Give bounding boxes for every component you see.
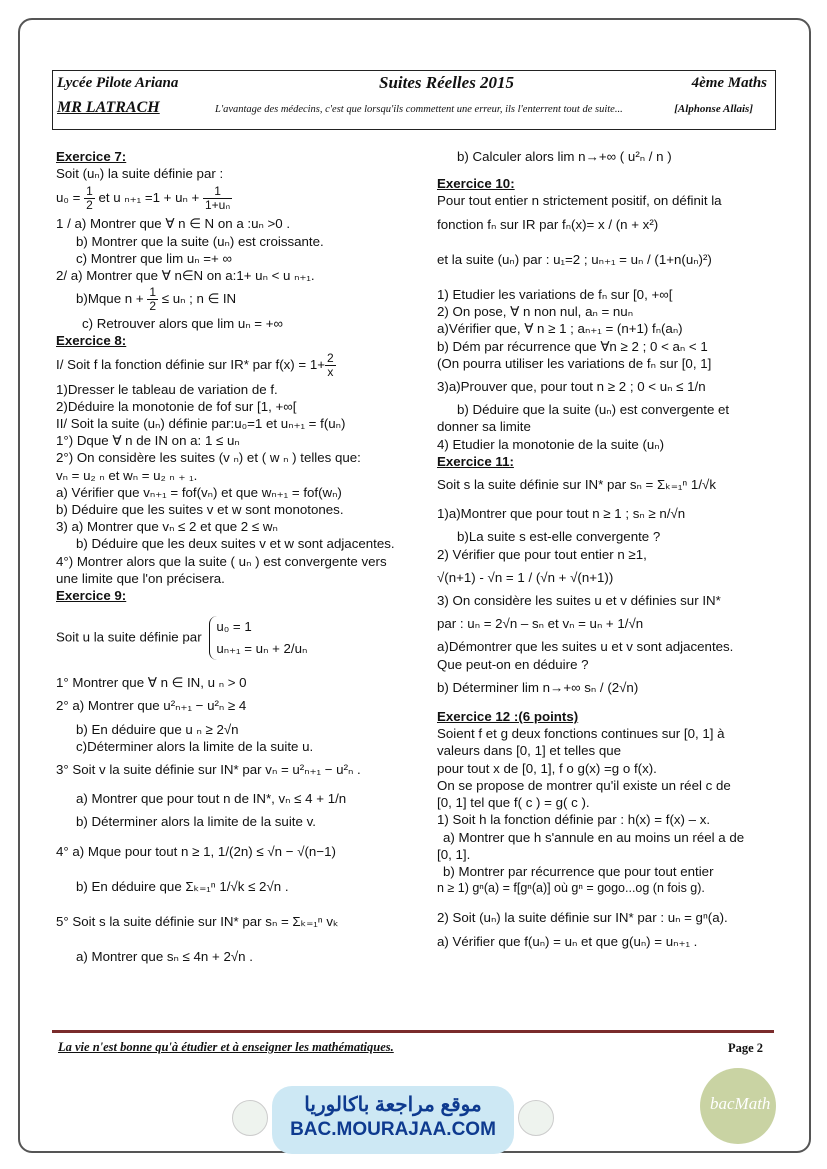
quote-author: [Alphonse Allais] xyxy=(674,103,753,115)
text-line: u₀ = $\frac{1}{2}$ et u ₙ₊₁ =1 + uₙ + $\frac{1}{\text{1+uₙ}}$ xyxy=(56,184,231,213)
text-line: b) Déterminer lim n→+∞ sₙ / (2√n) xyxy=(437,679,639,695)
books-logo-icon xyxy=(232,1100,268,1136)
text-line: Soit u la suite définie par u₀ = 1 uₙ₊₁ = uₙ + 2/uₙ xyxy=(56,616,426,660)
text-line: a) Vérifier que f(uₙ) = uₙ et que g(uₙ) = uₙ₊₁ . xyxy=(437,933,698,949)
text-line: b) En déduire que Σₖ₌₁ⁿ 1/√k ≤ 2√n . xyxy=(76,878,289,894)
text-line: Soit (uₙ) la suite définie par : xyxy=(56,166,224,182)
text-line: 2) Soit (uₙ) la suite définie sur IN* par : uₙ = gⁿ(a). xyxy=(437,910,728,926)
footer-divider xyxy=(52,1030,774,1033)
text-line: b)Mque n + $\frac{1}{2}$ ≤ uₙ ; n ∈ IN xyxy=(76,285,237,314)
page-header xyxy=(52,70,776,130)
text-line: Que peut-on en déduire ? xyxy=(437,656,589,672)
text-line: 1° Montrer que ∀ n ∈ IN, u ₙ > 0 xyxy=(56,675,247,691)
spacer xyxy=(56,860,426,872)
text-line: 2) On pose, ∀ n non nul, aₙ = nuₙ xyxy=(437,304,633,320)
text-line: b) Déterminer alors la limite de la suite v. xyxy=(76,814,316,830)
text-line: b) En déduire que u ₙ ≥ 2√n xyxy=(76,721,239,737)
text-line: a) Vérifier que vₙ₊₁ = fof(vₙ) et que wₙ₊₁ = fof(wₙ) xyxy=(56,484,342,500)
text-line: 1) Etudier les variations de fₙ sur [0, +∞[ xyxy=(437,287,673,303)
text-line: 2° a) Montrer que u²ₙ₊₁ − u²ₙ ≥ 4 xyxy=(56,698,247,714)
exercise-8-title: Exercice 8: xyxy=(56,333,127,349)
spacer xyxy=(437,493,772,505)
text-line: 3° Soit v la suite définie sur IN* par vₙ = u²ₙ₊₁ − u²ₙ . xyxy=(56,762,361,778)
text-line: 2) Vérifier que pour tout entier n ≥1, xyxy=(437,546,647,562)
text-line: a) Montrer que h s'annule en au moins un réel a de xyxy=(443,829,745,845)
text-line: Pour tout entier n strictement positif, on définit la xyxy=(437,193,722,209)
text-line: c)Déterminer alors la limite de la suite u. xyxy=(76,738,314,754)
text-line: b) Dém par récurrence que ∀n ≥ 2 ; 0 < aₙ < 1 xyxy=(437,338,708,354)
text-line: 3)a)Prouver que, pour tout n ≥ 2 ; 0 < uₙ ≤ 1/n xyxy=(437,379,706,395)
text-line: I/ Soit f la fonction définie sur IR* par f(x) = 1+ $\frac{2}{x}$ xyxy=(56,350,334,379)
left-column xyxy=(56,148,426,966)
text-line: b) Déduire que les suites v et w sont monotones. xyxy=(56,502,344,518)
spacer xyxy=(437,696,772,708)
spacer xyxy=(56,604,426,610)
text-line: b) Déduire que les deux suites v et w sont adjacentes. xyxy=(76,536,395,552)
exercise-9-title: Exercice 9: xyxy=(56,588,127,604)
text-line: [0, 1]. xyxy=(437,846,471,862)
page-number: Page 2 xyxy=(728,1041,764,1055)
recurrence-system: u₀ = 1 uₙ₊₁ = uₙ + 2/uₙ xyxy=(209,616,307,660)
text-line: II/ Soit la suite (uₙ) définie par:u₀=1 et uₙ₊₁ = f(uₙ) xyxy=(56,416,346,432)
text-line: vₙ = u₂ ₙ et wₙ = u₂ ₙ ₊ ₁. xyxy=(56,467,198,483)
text-line: 3) a) Montrer que vₙ ≤ 2 et que 2 ≤ wₙ xyxy=(56,519,278,535)
spacer xyxy=(56,895,426,907)
text-line: 5° Soit s la suite définie sur IN* par sₙ = Σₖ₌₁ⁿ vₖ xyxy=(56,914,339,930)
banner-url-link[interactable]: BAC.MOURAJAA.COM xyxy=(290,1119,496,1140)
text-line: 1°) Dque ∀ n de IN on a: 1 ≤ uₙ xyxy=(56,433,240,449)
spacer xyxy=(56,778,426,790)
class-level: 4ème Maths xyxy=(691,75,767,91)
text-line: √(n+1) - √n = 1 / (√n + √(n+1)) xyxy=(437,569,614,585)
footer-motto: La vie n'est bonne qu'à étudier et à enseigner les mathématiques. xyxy=(58,1040,394,1054)
text-line: 1)a)Montrer que pour tout n ≥ 1 ; sₙ ≥ n/√n xyxy=(437,506,686,522)
teacher-name: MR LATRACH xyxy=(57,99,160,116)
text-line: b) Montrer que la suite (uₙ) est croissante. xyxy=(76,233,324,249)
right-column xyxy=(437,148,772,950)
text-line: 2°) On considère les suites (v ₙ) et ( w ₙ ) telles que: xyxy=(56,450,361,466)
text-line: n ≥ 1) gⁿ(a) = f[gⁿ(a)] où gⁿ = gogo...og (n fois g). xyxy=(437,881,705,896)
spacer xyxy=(437,897,772,909)
document-title: Suites Réelles 2015 xyxy=(379,73,515,92)
text-line: b) Calculer alors lim n→+∞ ( u²ₙ / n ) xyxy=(457,149,672,164)
header-quote: L'avantage des médecins, c'est que lorsqu'ils commettent une erreur, ils l'enterrent tout de suite... xyxy=(215,104,623,115)
text-line: 1 / a) Montrer que ∀ n ∈ N on a :uₙ >0 . xyxy=(56,216,291,232)
exercise-7-title: Exercice 7: xyxy=(56,149,127,164)
text-line: 3) On considère les suites u et v définies sur IN* xyxy=(437,593,721,609)
text-line: b) Montrer par récurrence que pour tout entier xyxy=(443,863,714,879)
text-line: 4° a) Mque pour tout n ≥ 1, 1/(2n) ≤ √n − √(n−1) xyxy=(56,843,336,859)
text-line: 2/ a) Montrer que ∀ n∈N on a:1+ uₙ < u ₙ₊₁. xyxy=(56,268,315,284)
books-logo-icon xyxy=(518,1100,554,1136)
bacmath-logo: bacMath xyxy=(700,1068,776,1144)
text-line: c) Montrer que lim uₙ =+ ∞ xyxy=(76,250,232,266)
spacer xyxy=(56,930,426,942)
text-line: 4) Etudier la monotonie de la suite (uₙ) xyxy=(437,436,665,452)
exercise-11-title: Exercice 11: xyxy=(437,453,514,469)
text-line: donner sa limite xyxy=(437,419,531,435)
text-line: une limite que l'on précisera. xyxy=(56,570,225,586)
banner-arabic-title: موقع مراجعة باكالوريا xyxy=(304,1094,482,1116)
text-line: b) Déduire que la suite (uₙ) est convergente et xyxy=(457,402,730,418)
site-banner[interactable] xyxy=(272,1086,514,1154)
spacer xyxy=(437,268,772,280)
text-line: valeurs dans [0, 1] et telles que xyxy=(437,743,622,759)
text-line: c) Retrouver alors que lim uₙ = +∞ xyxy=(82,316,284,332)
text-line: b)La suite s est-elle convergente ? xyxy=(457,529,661,545)
spacer xyxy=(56,831,426,843)
text-line: a)Vérifier que, ∀ n ≥ 1 ; aₙ₊₁ = (n+1) fₙ(aₙ) xyxy=(437,321,683,337)
text-line: a) Montrer que sₙ ≤ 4n + 2√n . xyxy=(76,949,253,965)
text-line: 1) Soit h la fonction définie par : h(x) = f(x) – x. xyxy=(437,812,711,828)
text-line: [0, 1] tel que f( c ) = g( c ). xyxy=(437,795,590,811)
text-line: a)Démontrer que les suites u et v sont adjacentes. xyxy=(437,639,734,655)
text-line: 1)Dresser le tableau de variation de f. xyxy=(56,381,278,397)
text-line: fonction fₙ sur IR par fₙ(x)= x / (n + x²) xyxy=(437,216,659,232)
text-line: 2)Déduire la monotonie de fof sur [1, +∞[ xyxy=(56,398,297,414)
text-line: (On pourra utiliser les variations de fₙ sur [0, 1] xyxy=(437,355,712,371)
text-line: et la suite (uₙ) par : u₁=2 ; uₙ₊₁ = uₙ / (1+n(uₙ)²) xyxy=(437,251,712,267)
text-line: par : uₙ = 2√n – sₙ et vₙ = uₙ + 1/√n xyxy=(437,616,644,632)
text-line: On se propose de montrer qu'il existe un réel c de xyxy=(437,777,731,793)
exercise-12-title: Exercice 12 :(6 points) xyxy=(437,709,579,725)
exercise-10-title: Exercice 10: xyxy=(437,176,515,192)
text-line: Soient f et g deux fonctions continues sur [0, 1] à xyxy=(437,726,725,742)
text-line: pour tout x de [0, 1], f o g(x) =g o f(x). xyxy=(437,760,657,776)
text-line: 4°) Montrer alors que la suite ( uₙ ) est convergente vers xyxy=(56,553,387,569)
spacer xyxy=(437,233,772,245)
school-name: Lycée Pilote Ariana xyxy=(57,75,179,91)
text-line: Soit s la suite définie sur IN* par sₙ = Σₖ₌₁ⁿ 1/√k xyxy=(437,477,716,493)
text-line: a) Montrer que pour tout n de IN*, vₙ ≤ 4 + 1/n xyxy=(76,791,347,807)
